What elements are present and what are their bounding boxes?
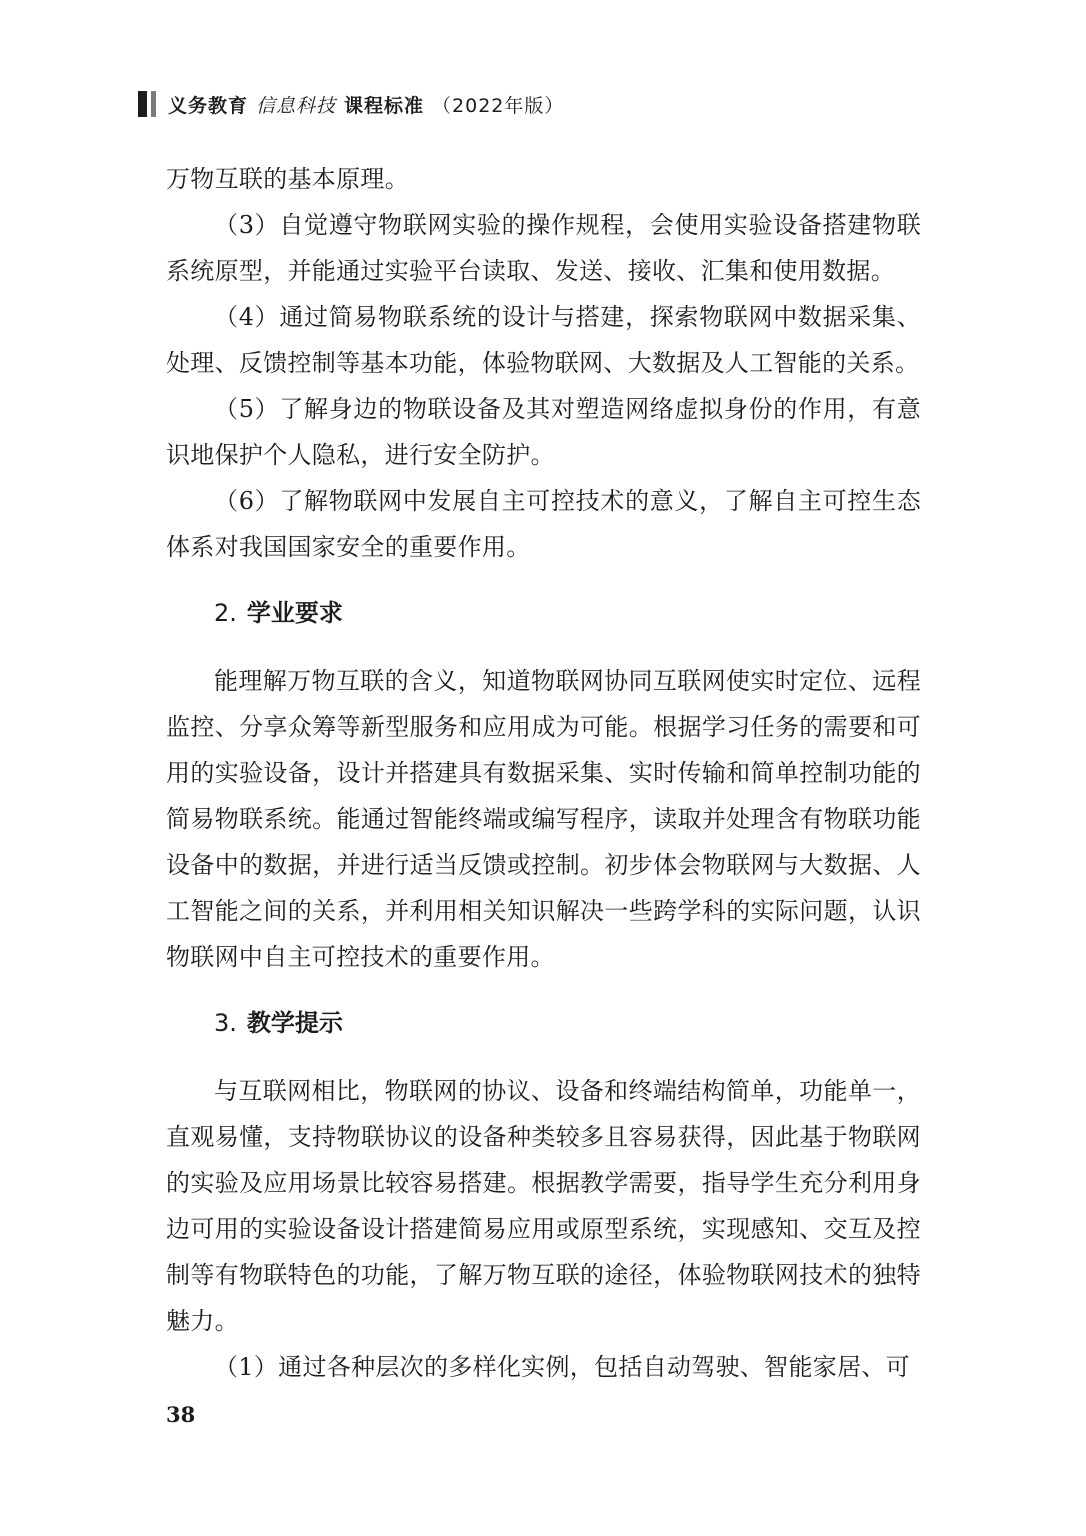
header-part-1: 义务教育 (168, 94, 249, 117)
section-3-body: 与互联网相比，物联网的协议、设备和终端结构简单，功能单一，直观易懂，支持物联协议的设备种类较多且容易获得，因此基于物联网的实验及应用场景比较容易搭建。根据教学需要，指导学生充分利用身边可用的实验设备设计搭建简易应用或原型系统，实现感知、交互及控制等有物联特色的功能，了解万物互联的途径，体验物联网技术的独特魅力。 (166, 1077, 921, 1335)
paragraph-item-6: （6）了解物联网中发展自主可控技术的意义，了解自主可控生态体系对我国国家安全的重要作用。 (166, 487, 921, 561)
header-part-2: 信息科技 (256, 94, 337, 117)
section-2-body: 能理解万物互联的含义，知道物联网协同互联网使实时定位、远程监控、分享众筹等新型服务和应用成为可能。根据学习任务的需要和可用的实验设备，设计并搭建具有数据采集、实时传输和简单控制功能的简易物联系统。能通过智能终端或编写程序，读取并处理含有物联功能设备中的数据，并进行适当反馈或控制。初步体会物联网与大数据、人工智能之间的关系，并利用相关知识解决一些跨学科的实际问题，认识物联网中自主可控技术的重要作用。 (166, 667, 921, 971)
page-number: 38 (166, 1402, 196, 1427)
section-3-number: 3. (214, 1009, 237, 1037)
paragraph-item-4: （4）通过简易物联系统的设计与搭建，探索物联网中数据采集、处理、反馈控制等基本功能，体验物联网、大数据及人工智能的关系。 (166, 303, 921, 377)
header-part-3: 课程标准 (344, 94, 425, 117)
section-3-title: 教学提示 (246, 1009, 343, 1037)
header-bars-icon (138, 91, 156, 117)
running-header (138, 88, 564, 120)
section-3-heading (166, 1000, 921, 1046)
section-2-number: 2. (214, 599, 237, 627)
section-3-item-1: （1）通过各种层次的多样化实例，包括自动驾驶、智能家居、可 (214, 1353, 910, 1381)
section-2-title: 学业要求 (246, 599, 343, 627)
paragraph-continued: 万物互联的基本原理。 (166, 165, 409, 193)
header-part-4: （2022年版） (432, 94, 565, 117)
paragraph-item-3: （3）自觉遵守物联网实验的操作规程，会使用实验设备搭建物联系统原型，并能通过实验平台读取、发送、接收、汇集和使用数据。 (166, 211, 921, 285)
section-2-heading (166, 590, 921, 636)
paragraph-item-5: （5）了解身边的物联设备及其对塑造网络虚拟身份的作用，有意识地保护个人隐私，进行安全防护。 (166, 395, 921, 469)
header-title (168, 91, 564, 118)
page-content (166, 156, 921, 1390)
